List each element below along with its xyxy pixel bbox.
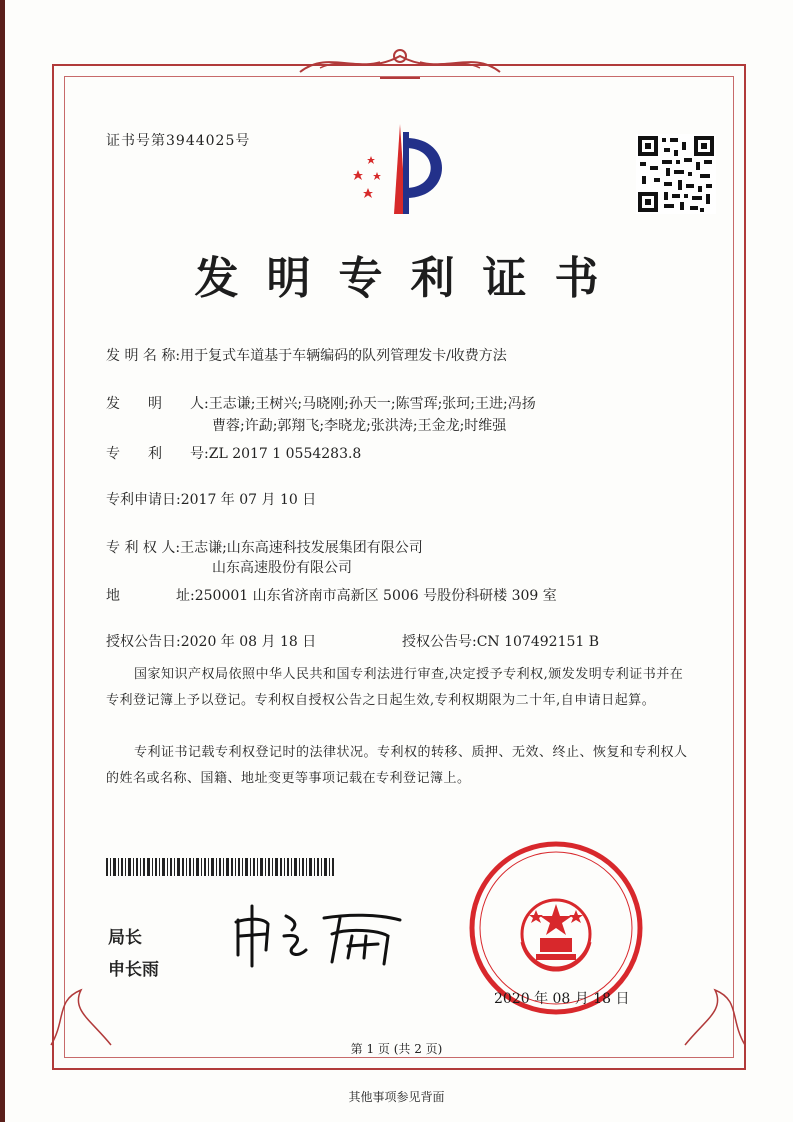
seal-date: 2020 年 08 月 18 日: [494, 991, 630, 1007]
signatory-title: 局长: [108, 928, 142, 948]
handwritten-signature: [228, 900, 408, 968]
patent-no-label: 专 利 号:: [106, 446, 209, 462]
top-ornament: [280, 38, 520, 86]
grant-date-value: 2020 年 08 月 18 日: [180, 634, 317, 650]
invention-name-value: 用于复式车道基于车辆编码的队列管理发卡/收费方法: [180, 348, 507, 364]
qr-code: [636, 134, 716, 214]
signatory-name: 申长雨: [108, 960, 159, 980]
grant-date-label: 授权公告日:: [106, 634, 181, 650]
address-label: 地 址:: [106, 588, 195, 604]
barcode: [106, 858, 336, 876]
cnipa-logo: [344, 118, 464, 218]
body-paragraph-2: 专利证书记载专利权登记时的法律状况。专利权的转移、质押、无效、终止、恢复和专利权人的姓名或名称、国籍、地址变更等事项记载在专利登记簿上。: [106, 745, 688, 786]
grant-no-label: 授权公告号:: [402, 634, 477, 650]
footer-note: 其他事项参见背面: [348, 1090, 445, 1104]
filing-date-label: 专利申请日:: [106, 492, 181, 508]
invention-name-row: [106, 346, 507, 366]
page-number: 第 1 页 (共 2 页): [350, 1042, 443, 1056]
grant-date-row: [106, 632, 316, 652]
grant-no-row: [402, 632, 599, 652]
address-value: 250001 山东省济南市高新区 5006 号股份科研楼 309 室: [194, 588, 557, 604]
inventor-row: [106, 394, 536, 414]
patentee-label: 专 利 权 人:: [106, 540, 181, 556]
patentee-line-2: 山东高速股份有限公司: [212, 560, 352, 576]
inventors-line-2: 曹蓉;许勐;郭翔飞;李晓龙;张洪涛;王金龙;时维强: [212, 418, 507, 434]
grant-no-value: CN 107492151 B: [476, 634, 600, 650]
filing-date-value: 2017 年 07 月 10 日: [180, 492, 317, 508]
inventor-label: 发 明 人:: [106, 396, 209, 412]
filing-date-row: [106, 490, 316, 510]
certificate-number: 证书号第3944025号: [106, 133, 251, 149]
inventors-line-1: 王志谦;王树兴;马晓刚;孙天一;陈雪珲;张珂;王进;冯扬: [208, 396, 536, 412]
patentee-row: [106, 538, 423, 558]
patentee-line-1: 王志谦;山东高速科技发展集团有限公司: [180, 540, 423, 556]
patent-no-row: [106, 444, 361, 464]
scan-edge: [0, 0, 5, 1122]
patent-no-value: ZL 2017 1 0554283.8: [208, 446, 362, 462]
document-title: 发明专利证书: [194, 253, 627, 304]
address-row: [106, 586, 557, 606]
signature-block: [108, 922, 159, 986]
invention-name-label: 发 明 名 称:: [106, 348, 181, 364]
body-paragraph-1: 国家知识产权局依照中华人民共和国专利法进行审查,决定授予专利权,颁发发明专利证书并在专利登记簿上予以登记。专利权自授权公告之日起生效,专利权期限为二十年,自申请日起算。: [106, 667, 684, 708]
